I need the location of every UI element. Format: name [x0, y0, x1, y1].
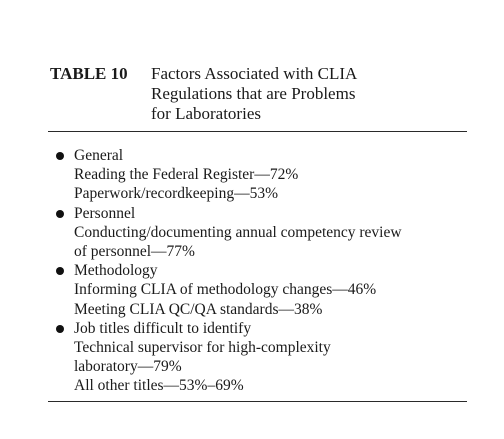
- list-item: All other titles—53%–69%: [74, 377, 244, 395]
- bullet-icon: [56, 152, 64, 160]
- table-title: [151, 64, 451, 124]
- section-job-titles: [56, 319, 476, 396]
- list-item: Conducting/documenting annual competency review: [74, 223, 402, 241]
- table-title-line: Factors Associated with CLIA: [151, 64, 358, 83]
- list-item: laboratory—79%: [74, 358, 182, 376]
- table-title-line: Regulations that are Problems: [151, 84, 356, 103]
- bullet-icon: [56, 325, 64, 333]
- section-general: [56, 146, 476, 204]
- list-item: Paperwork/recordkeeping—53%: [74, 185, 279, 203]
- top-rule: [48, 131, 467, 132]
- section-methodology: [56, 261, 476, 319]
- bottom-rule: [48, 401, 467, 402]
- table-label: TABLE 10: [50, 64, 128, 83]
- table-title-line: for Laboratories: [151, 104, 261, 123]
- bullet-icon: [56, 210, 64, 218]
- section-personnel: [56, 204, 476, 262]
- section-heading: General: [74, 147, 124, 164]
- list-item: Informing CLIA of methodology changes—46%: [74, 281, 377, 299]
- section-heading: Job titles difficult to identify: [74, 319, 252, 337]
- section-heading: Personnel: [74, 204, 136, 222]
- list-item: Reading the Federal Register—72%: [74, 166, 299, 184]
- factor-list: [56, 146, 476, 396]
- section-heading: Methodology: [74, 262, 158, 280]
- list-item: of personnel—77%: [74, 243, 195, 261]
- list-item: Technical supervisor for high-complexity: [74, 339, 331, 357]
- list-item: Meeting CLIA QC/QA standards—38%: [74, 300, 323, 318]
